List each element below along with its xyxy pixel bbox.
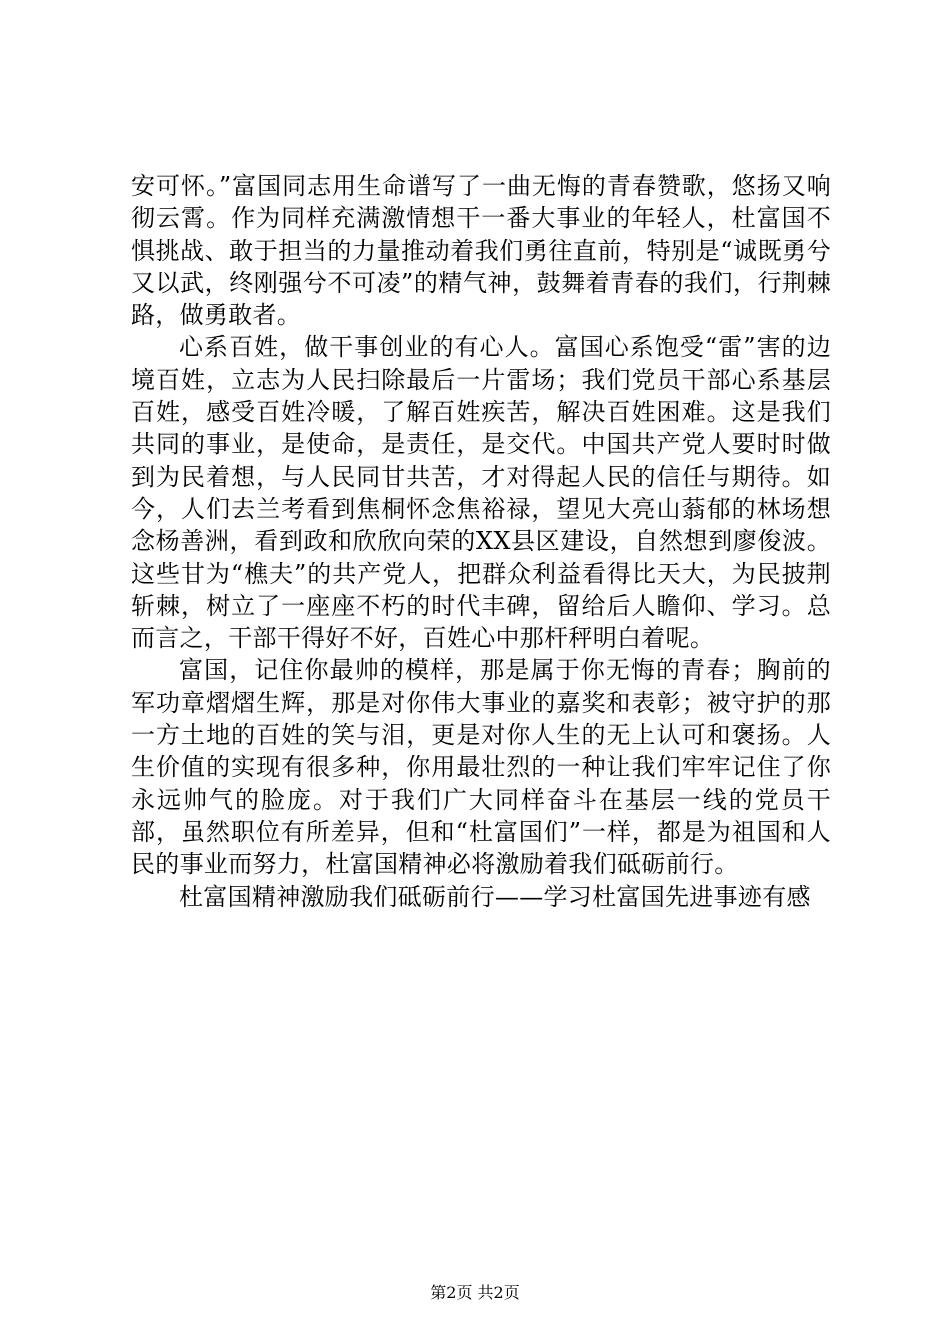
document-body [131, 170, 831, 913]
paragraph-continuation: 安可怀。”富国同志用生命谱写了一曲无悔的青春赞歌，悠扬又响彻云霄。作为同样充满激情想干一番大事业的年轻人，杜富国不惧挑战、敢于担当的力量推动着我们勇往直前，特别是“诚既勇兮又以武，终刚强兮不可凌”的精气神，鼓舞着青春的我们，行荆棘路，做勇敢者。 [131, 172, 831, 330]
page-footer: 第2页 共2页 [430, 1283, 520, 1302]
document-title-line: 杜富国精神激励我们砥砺前行——学习杜富国先进事迹有感 [179, 882, 811, 911]
paragraph-care-for-people: 心系百姓，做干事创业的有心人。富国心系饱受“雷”害的边境百姓，立志为人民扫除最后一片雷场；我们党员干部心系基层百姓，感受百姓冷暖，了解百姓疾苦，解决百姓困难。这是我们共同的事业，是使命，是责任，是交代。中国共产党人要时时做到为民着想，与人民同甘共苦，才对得起人民的信任与期待。如今，人们去兰考看到焦桐怀念焦裕禄，望见大亮山蓊郁的林场想念杨善洲，看到政和欣欣向荣的XX县区建设，自然想到廖俊波。这些甘为“樵夫”的共产党人，把群众利益看得比天大，为民披荆斩棘，树立了一座座不朽的时代丰碑，留给后人瞻仰、学习。总而言之，干部干得好不好，百姓心中那杆秤明白着呢。 [131, 333, 831, 653]
paragraph-remember-fuguo: 富国，记住你最帅的模样，那是属于你无悔的青春；胸前的军功章熠熠生辉，那是对你伟大事业的嘉奖和表彰；被守护的那一方土地的百姓的笑与泪，更是对你人生的无上认可和褒扬。人生价值的实现有很多种，你用最壮烈的一种让我们牢牢记住了你永远帅气的脸庞。对于我们广大同样奋斗在基层一线的党员干部，虽然职位有所差异，但和“杜富国们”一样，都是为祖国和人民的事业而努力，杜富国精神必将激励着我们砥砺前行。 [131, 656, 831, 879]
